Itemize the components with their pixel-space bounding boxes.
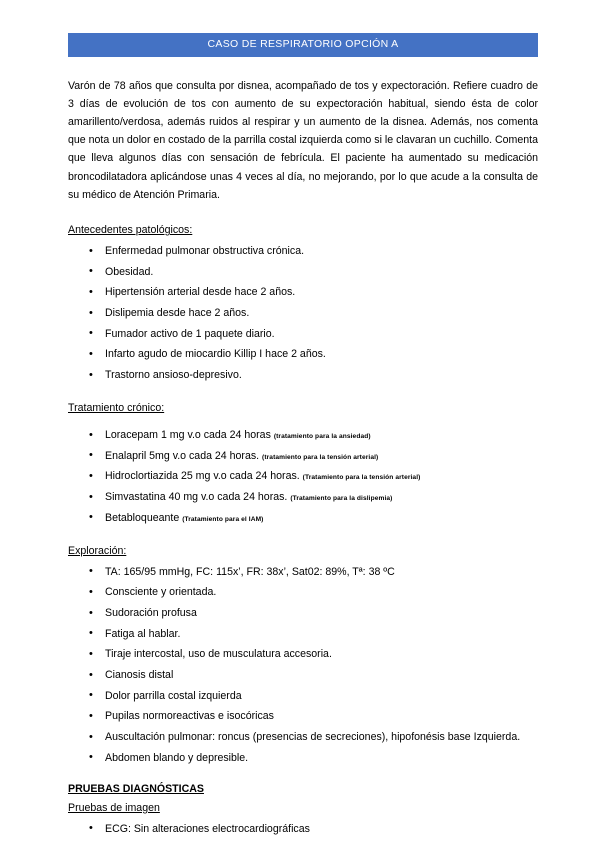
list-item: • Consciente y orientada. bbox=[68, 584, 538, 601]
pruebas-list bbox=[68, 821, 538, 838]
list-item: • Dolor parrilla costal izquierda bbox=[68, 688, 538, 705]
list-item: • Fatiga al hablar. bbox=[68, 626, 538, 643]
list-item: • TA: 165/95 mmHg, FC: 115x’, FR: 38x’, Sat02: 89%, Tª: 38 ºC bbox=[68, 564, 538, 581]
tratamiento-heading: Tratamiento crónico: bbox=[68, 402, 165, 415]
list-item bbox=[68, 468, 538, 485]
exploracion-list bbox=[68, 564, 538, 767]
medication-note: (tratamiento para la tensión arterial) bbox=[262, 453, 379, 461]
intro-paragraph: Varón de 78 años que consulta por disnea, acompañado de tos y expectoración. Refiere cuadro de 3 días de evolución de tos con aumento de su expectoración habitual, siendo ésta de color amarillento/verdosa, además ruidos al respirar y un aumento de la disnea. Además, nos comenta que nota un dolor en costado de la parrilla costal izquierda como si le clavaran un cuchillo. Comenta que lleva algunos días con sensación de febrícula. El paciente ha aumentado su medicación broncodilatadora aplicándose unas 4 veces al día, no mejorando, por lo que acude a la consulta de su médico de Atención Primaria. bbox=[68, 79, 538, 201]
list-item: • Cianosis distal bbox=[68, 667, 538, 684]
medication-note: (Tratamiento para el IAM) bbox=[182, 515, 264, 523]
medication-name: Hidroclortiazida 25 mg v.o cada 24 horas. bbox=[105, 470, 300, 483]
medication-note: (Tratamiento para la tensión arterial) bbox=[302, 474, 421, 482]
list-item bbox=[68, 510, 538, 527]
list-item: • Sudoración profusa bbox=[68, 605, 538, 622]
list-item bbox=[68, 427, 538, 444]
medication-note: (tratamiento para la ansiedad) bbox=[273, 433, 371, 441]
pruebas-diagnosticas-heading: PRUEBAS DIAGNÓSTICAS bbox=[68, 782, 204, 795]
list-item: • Abdomen blando y depresible. bbox=[68, 750, 538, 767]
document-content bbox=[68, 33, 538, 854]
list-item: • Fumador activo de 1 paquete diario. bbox=[68, 326, 538, 343]
list-item: • Obesidad. bbox=[68, 264, 538, 281]
list-item: • Pupilas normoreactivas e isocóricas bbox=[68, 708, 538, 725]
list-item: • Auscultación pulmonar: roncus (presencias de secreciones), hipofonésis base Izquierda. bbox=[68, 729, 538, 746]
antecedentes-heading: Antecedentes patológicos: bbox=[68, 224, 193, 237]
list-item: • Infarto agudo de miocardio Killip I hace 2 años. bbox=[68, 346, 538, 363]
list-item: • ECG: Sin alteraciones electrocardiográficas bbox=[68, 821, 538, 838]
list-item: • Tiraje intercostal, uso de musculatura accesoria. bbox=[68, 646, 538, 663]
list-item bbox=[68, 448, 538, 465]
exploracion-heading: Exploración: bbox=[68, 544, 127, 557]
tratamiento-list bbox=[68, 427, 538, 527]
list-item: • Hipertensión arterial desde hace 2 años. bbox=[68, 284, 538, 301]
medication-name: Enalapril 5mg v.o cada 24 horas. bbox=[105, 449, 260, 462]
list-item bbox=[68, 489, 538, 506]
medication-name: Loracepam 1 mg v.o cada 24 horas bbox=[105, 429, 271, 442]
antecedentes-list bbox=[68, 243, 538, 384]
pruebas-imagen-subheading: Pruebas de imagen bbox=[68, 801, 160, 814]
medication-name: Betabloqueante bbox=[105, 511, 180, 524]
list-item: • Enfermedad pulmonar obstructiva crónica. bbox=[68, 243, 538, 260]
list-item: • Dislipemia desde hace 2 años. bbox=[68, 305, 538, 322]
medication-note: (Tratamiento para la dislipemia) bbox=[290, 495, 393, 503]
list-item: • Trastorno ansioso-depresivo. bbox=[68, 367, 538, 384]
medication-name: Simvastatina 40 mg v.o cada 24 horas. bbox=[105, 491, 288, 504]
document-title-banner: CASO DE RESPIRATORIO OPCIÓN A bbox=[68, 33, 538, 57]
